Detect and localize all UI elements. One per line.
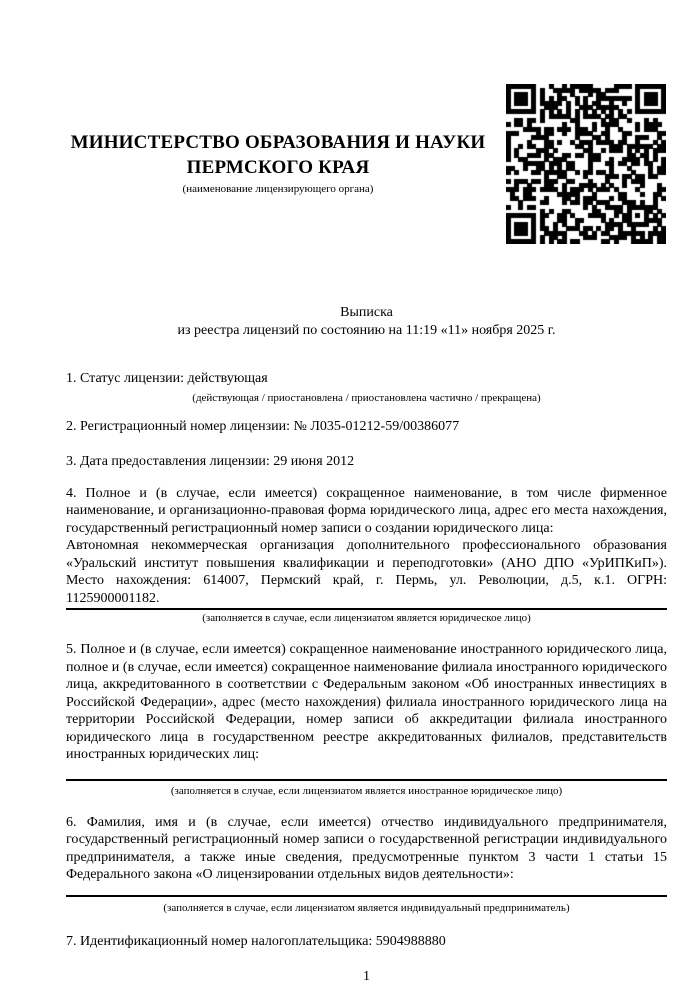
foreign-entity-text: 5. Полное и (в случае, если имеется) сокращенное наименование иностранного юридического лица, полное и (в случае, если имеется) сокращенное наименование филиала иностранного юридического лица, аккредитованного в соответствии с Федеральным законом «Об иностранных инвестициях в Российской Федерации», адрес (место нахождения) филиала иностранного юридического лица на территории Российской Федерации, номер записи об аккредитации филиала иностранного юридического лица в государственном реестре аккредитованных филиалов, представительств иностранных юридических лиц: <box>66 642 667 762</box>
document-title-line2: из реестра лицензий по состоянию на 11:19 «11» ноября 2025 г. <box>177 322 556 338</box>
ministry-name <box>66 130 490 180</box>
license-status-text: 1. Статус лицензии: действующая <box>66 371 268 386</box>
document-title-line1: Выписка <box>340 305 393 320</box>
individual-entrepreneur-field-line <box>66 895 667 897</box>
registration-number-text: 2. Регистрационный номер лицензии: № Л035-01212-59/00386077 <box>66 418 460 434</box>
ministry-name-line2: ПЕРМСКОГО КРАЯ <box>186 157 370 178</box>
ministry-caption: (наименование лицензирующего органа) <box>182 183 374 195</box>
grant-date-text: 3. Дата предоставления лицензии: 29 июня 2012 <box>66 454 355 469</box>
item-registration-number <box>66 418 667 436</box>
item-grant-date <box>66 453 667 471</box>
item-foreign-entity <box>66 641 667 798</box>
individual-entrepreneur-text: 6. Фамилия, имя и (в случае, если имеется) отчество индивидуального предпринимателя, государственный регистрационный номер записи о государственной регистрации индивидуального предпринимателя, а также иные сведения, предусмотренные пунктом 3 части 1 статьи 15 Федерального закона «О лицензировании отдельных видов деятельности»: <box>66 814 667 882</box>
license-status-caption: (действующая / приостановлена / приостановлена частично / прекращена) <box>192 391 541 404</box>
item-legal-entity <box>66 485 667 626</box>
foreign-entity-caption: (заполняется в случае, если лицензиатом является иностранное юридическое лицо) <box>170 784 563 797</box>
taxpayer-number-text: 7. Идентификационный номер налогоплательщика: 5904988880 <box>66 933 446 949</box>
legal-entity-field-line <box>66 608 667 610</box>
item-taxpayer-number <box>66 933 667 951</box>
foreign-entity-field-line <box>66 779 667 781</box>
page-number: 1 <box>363 969 370 984</box>
document-title <box>66 304 667 339</box>
legal-entity-text: 4. Полное и (в случае, если имеется) сокращенное наименование, в том числе фирменное наименование, и организационно-правовая форма юридического лица, адрес его места нахождения, государственный регистрационный номер записи о создании юридического лица: <box>66 485 667 536</box>
legal-entity-caption: (заполняется в случае, если лицензиатом является юридическое лицо) <box>202 612 531 624</box>
individual-entrepreneur-caption: (заполняется в случае, если лицензиатом является индивидуальный предприниматель) <box>163 901 570 914</box>
qr-code <box>506 84 666 244</box>
legal-entity-value: Автономная некоммерческая организация дополнительного профессионального образования «Уральский институт повышения квалификации и переподготовки» (АНО ДПО «УрИПКиП»). Место нахождения: 614007, Пермский край, г. Пермь, ул. Революции, д.5, к.1. ОГРН: 1125900001182. <box>66 538 667 606</box>
ministry-name-line1: МИНИСТЕРСТВО ОБРАЗОВАНИЯ И НАУКИ <box>70 132 486 153</box>
item-license-status <box>66 370 667 405</box>
item-individual-entrepreneur <box>66 814 667 915</box>
